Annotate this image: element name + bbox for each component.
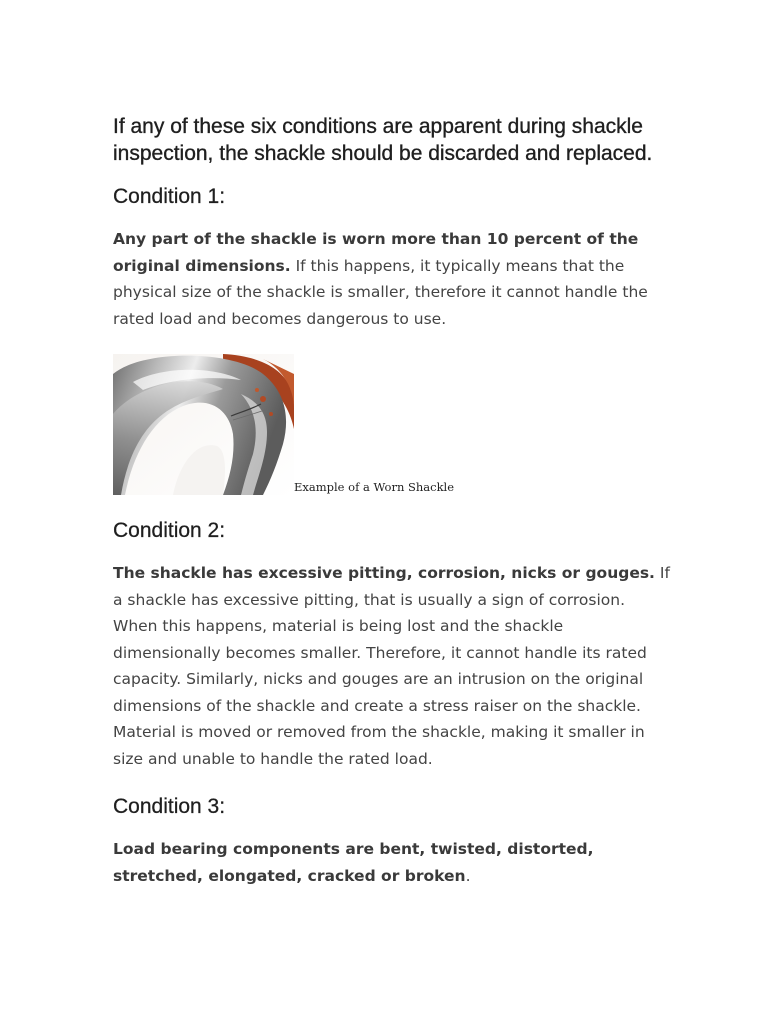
- condition-1-section: [113, 184, 673, 332]
- condition-2-lead: The shackle has excessive pitting, corrosion, nicks or gouges.: [113, 564, 655, 582]
- condition-2-heading: Condition 2:: [113, 519, 226, 542]
- condition-1-body: If this happens, it typically means that the physical size of the shackle is smaller, therefore it cannot handle the rated load and becomes dangerous to use.: [113, 256, 648, 328]
- worn-shackle-figure: [113, 354, 673, 495]
- condition-3-lead: Load bearing components are bent, twisted, distorted, stretched, elongated, cracked or broken: [113, 840, 594, 885]
- condition-1-paragraph: [113, 226, 673, 332]
- condition-3-section: [113, 794, 673, 889]
- condition-2-body: If a shackle has excessive pitting, that is usually a sign of corrosion. When this happens, material is being lost and the shackle dimensionally becomes smaller. Therefore, it cannot handle its rated capacity. Similarly, nicks and gouges are an intrusion on the original dimensions of the shackle and create a stress raiser on the shackle. Material is moved or removed from the shackle, making it smaller in size and unable to handle the rated load.: [113, 564, 670, 768]
- condition-2-paragraph: [113, 560, 673, 772]
- condition-1-lead: Any part of the shackle is worn more than 10 percent of the original dimensions.: [113, 230, 639, 275]
- condition-3-heading: Condition 3:: [113, 795, 226, 818]
- worn-shackle-photo: [113, 354, 294, 495]
- document-page: [113, 113, 673, 889]
- condition-3-body: .: [465, 866, 471, 885]
- intro-heading: If any of these six conditions are apparent during shackle inspection, the shackle should be discarded and replaced.: [113, 115, 653, 165]
- condition-1-heading: Condition 1:: [113, 185, 226, 208]
- condition-2-section: [113, 518, 673, 772]
- condition-3-paragraph: [113, 836, 673, 889]
- figure-caption: Example of a Worn Shackle: [294, 480, 455, 494]
